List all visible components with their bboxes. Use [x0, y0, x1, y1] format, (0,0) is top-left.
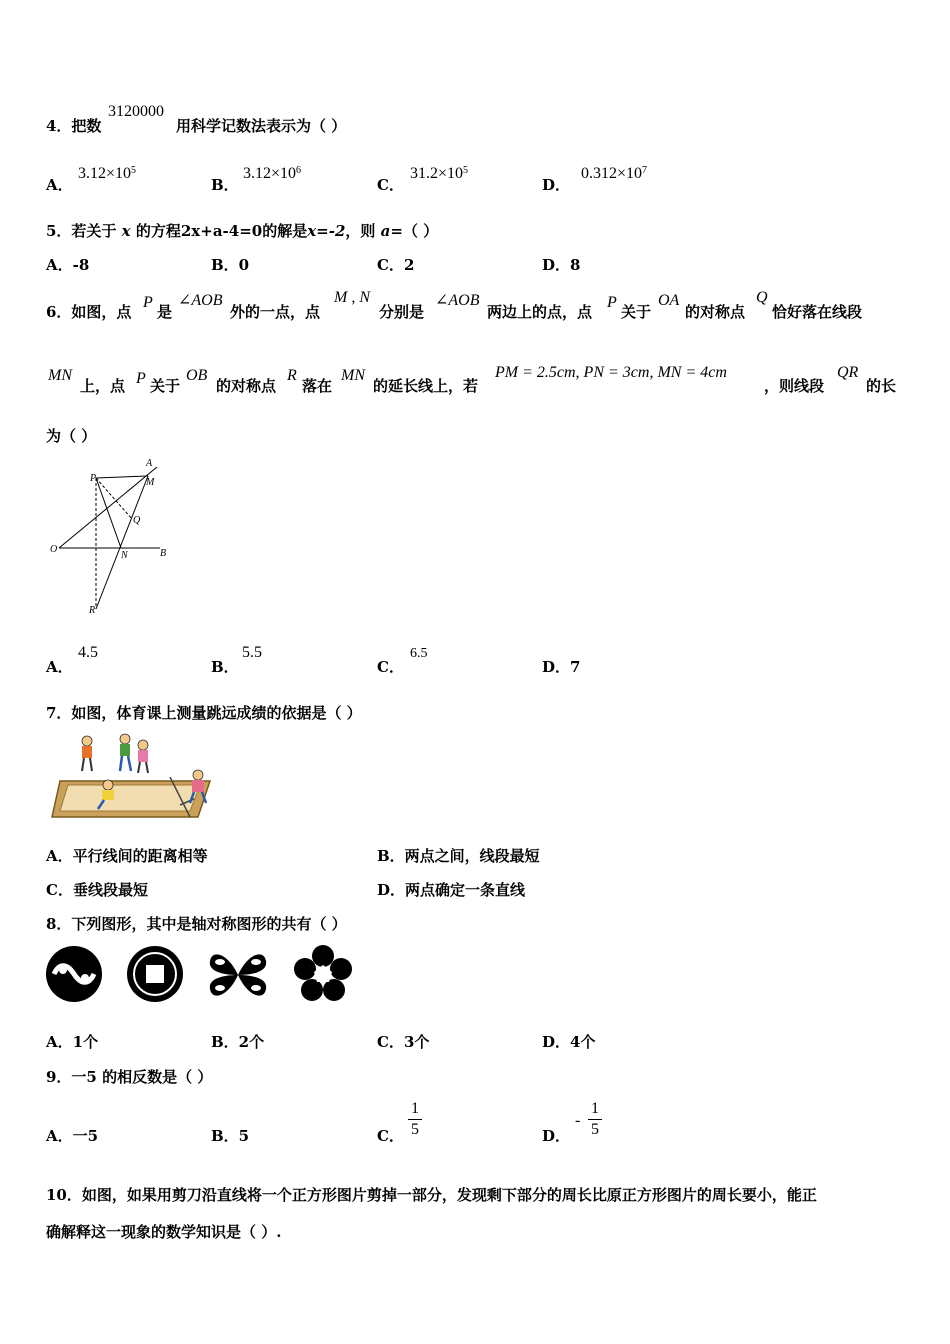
q6-text: 恰好落在线段	[772, 303, 863, 321]
q4-opt-d-math: $0.312\times 10^7$	[581, 165, 648, 182]
q6-text: 的对称点	[216, 377, 277, 395]
q4-opt-c-math: $31.2\times 10^5$	[410, 165, 469, 182]
q8-opt-a: A．1个	[46, 1033, 99, 1051]
q9-opt-c-fraction: 1 5	[408, 1100, 422, 1139]
q6-math: R	[287, 367, 297, 384]
four-petal-knot-icon	[206, 945, 270, 1005]
q6-math: Q	[756, 289, 768, 306]
segment-pn	[96, 478, 121, 548]
q5-opt-a: A．-8	[46, 256, 90, 274]
q9-opt-d-fraction: 1 5	[588, 1100, 602, 1139]
q8-opt-b: B．2个	[211, 1033, 265, 1051]
q8-stem: 8．下列图形，其中是轴对称图形的共有（ ）	[46, 915, 347, 933]
q4-opt-a-math: $3.12\times 10^5$	[78, 165, 137, 182]
q6-math: ∠AOB	[435, 292, 480, 309]
segment-pm	[96, 476, 148, 478]
yin-yang-wave-icon	[45, 945, 103, 1003]
q9-stem: 9．一5 的相反数是（ ）	[46, 1068, 213, 1086]
q6-text: 是	[157, 303, 173, 321]
q6-given: PM = 2.5cm, PN = 3cm, MN = 4cm	[495, 364, 727, 381]
q4-opt-b-math: $3.12\times 10^6$	[243, 165, 302, 182]
q6-math: OB	[186, 367, 208, 384]
q10-line1: 10．如图，如果用剪刀沿直线将一个正方形图片剪掉一部分，发现剩下部分的周长比原正方形图片的周长要小，能正	[46, 1186, 817, 1204]
q6-text: ，则线段	[764, 377, 825, 395]
q4-opt-d-label: D．	[542, 176, 571, 194]
q5-opt-d: D．8	[542, 256, 581, 274]
q7-stem: 7．如图，体育课上测量跳远成绩的依据是（ ）	[46, 704, 362, 722]
q6-math: MN	[341, 367, 365, 384]
q6-math: ∠AOB	[178, 292, 223, 309]
q6-text: 落在	[302, 377, 333, 395]
q6-opt-b-value: 5.5	[242, 644, 262, 661]
q6-text: 外的一点，点	[230, 303, 321, 321]
q7-long-jump-illustration	[50, 733, 218, 821]
q10-line2: 确解释这一现象的数学知识是（ ）.	[46, 1223, 282, 1241]
q6-text: 分别是	[379, 303, 425, 321]
q8-opt-c: C．3个	[377, 1033, 430, 1051]
q9-opt-d-label: D．	[542, 1127, 571, 1145]
q7-opt-a: A．平行线间的距离相等	[46, 847, 208, 865]
q6-text: 的长	[866, 377, 897, 395]
label-a: A	[146, 458, 153, 469]
q4-opt-b-label: B．	[211, 176, 239, 194]
q6-math: MN	[48, 367, 72, 384]
q6-text: 两边上的点，点	[487, 303, 593, 321]
q4-opt-a-label: A．	[46, 176, 73, 194]
ray-oa	[59, 467, 157, 548]
label-p: P	[90, 473, 97, 484]
q6-opt-b-label: B．	[211, 658, 239, 676]
q6-line3: 为（ ）	[46, 427, 97, 445]
q6-text: 关于	[150, 377, 181, 395]
q6-text: 6．如图，点	[46, 303, 132, 321]
q6-math: QR	[837, 364, 859, 381]
q6-math: M , N	[334, 289, 370, 306]
q6-math: P	[136, 370, 146, 387]
q7-opt-b: B．两点之间，线段最短	[377, 847, 540, 865]
q9-opt-d-minus: -	[575, 1112, 581, 1129]
q9-opt-b: B．5	[211, 1127, 250, 1145]
q6-geometry-figure	[44, 455, 174, 620]
q7-opt-c: C．垂线段最短	[46, 881, 148, 899]
q6-text: 关于	[621, 303, 652, 321]
q5-opt-c: C．2	[377, 256, 415, 274]
q6-opt-c-label: C．	[377, 658, 404, 676]
q9-opt-a: A．一5	[46, 1127, 99, 1145]
q6-math: P	[607, 294, 617, 311]
q6-opt-d: D．7	[542, 658, 581, 676]
q4-number: 3120000	[108, 103, 164, 120]
q5-stem: 5．若关于 x 的方程2x+a-4=0的解是x=-2，则 a=（ ）	[46, 222, 439, 240]
square-hole-coin-icon	[126, 945, 184, 1003]
label-o: O	[50, 544, 58, 555]
pentagon-flower-icon	[293, 944, 353, 1004]
q6-text: 的延长线上，若	[373, 377, 479, 395]
q9-opt-c-label: C．	[377, 1127, 404, 1145]
q7-opt-d: D．两点确定一条直线	[377, 881, 526, 899]
label-q: Q	[133, 515, 141, 526]
q6-math: OA	[658, 292, 680, 309]
q4-stem-b: 用科学记数法表示为（ ）	[176, 117, 347, 135]
label-n: N	[121, 550, 128, 561]
label-b: B	[160, 548, 167, 559]
q6-text: 的对称点	[685, 303, 746, 321]
q8-opt-d: D．4个	[542, 1033, 596, 1051]
q5-opt-b: B．0	[211, 256, 250, 274]
q6-opt-a-label: A．	[46, 658, 73, 676]
q4-opt-c-label: C．	[377, 176, 404, 194]
label-r: R	[89, 605, 96, 616]
q6-opt-a-value: 4.5	[78, 644, 98, 661]
q6-math: P	[143, 294, 153, 311]
label-m: M	[146, 477, 155, 488]
q6-text: 上，点	[80, 377, 126, 395]
q6-opt-c-value: 6.5	[410, 646, 428, 661]
q4-stem-a: 4．把数	[46, 117, 102, 135]
